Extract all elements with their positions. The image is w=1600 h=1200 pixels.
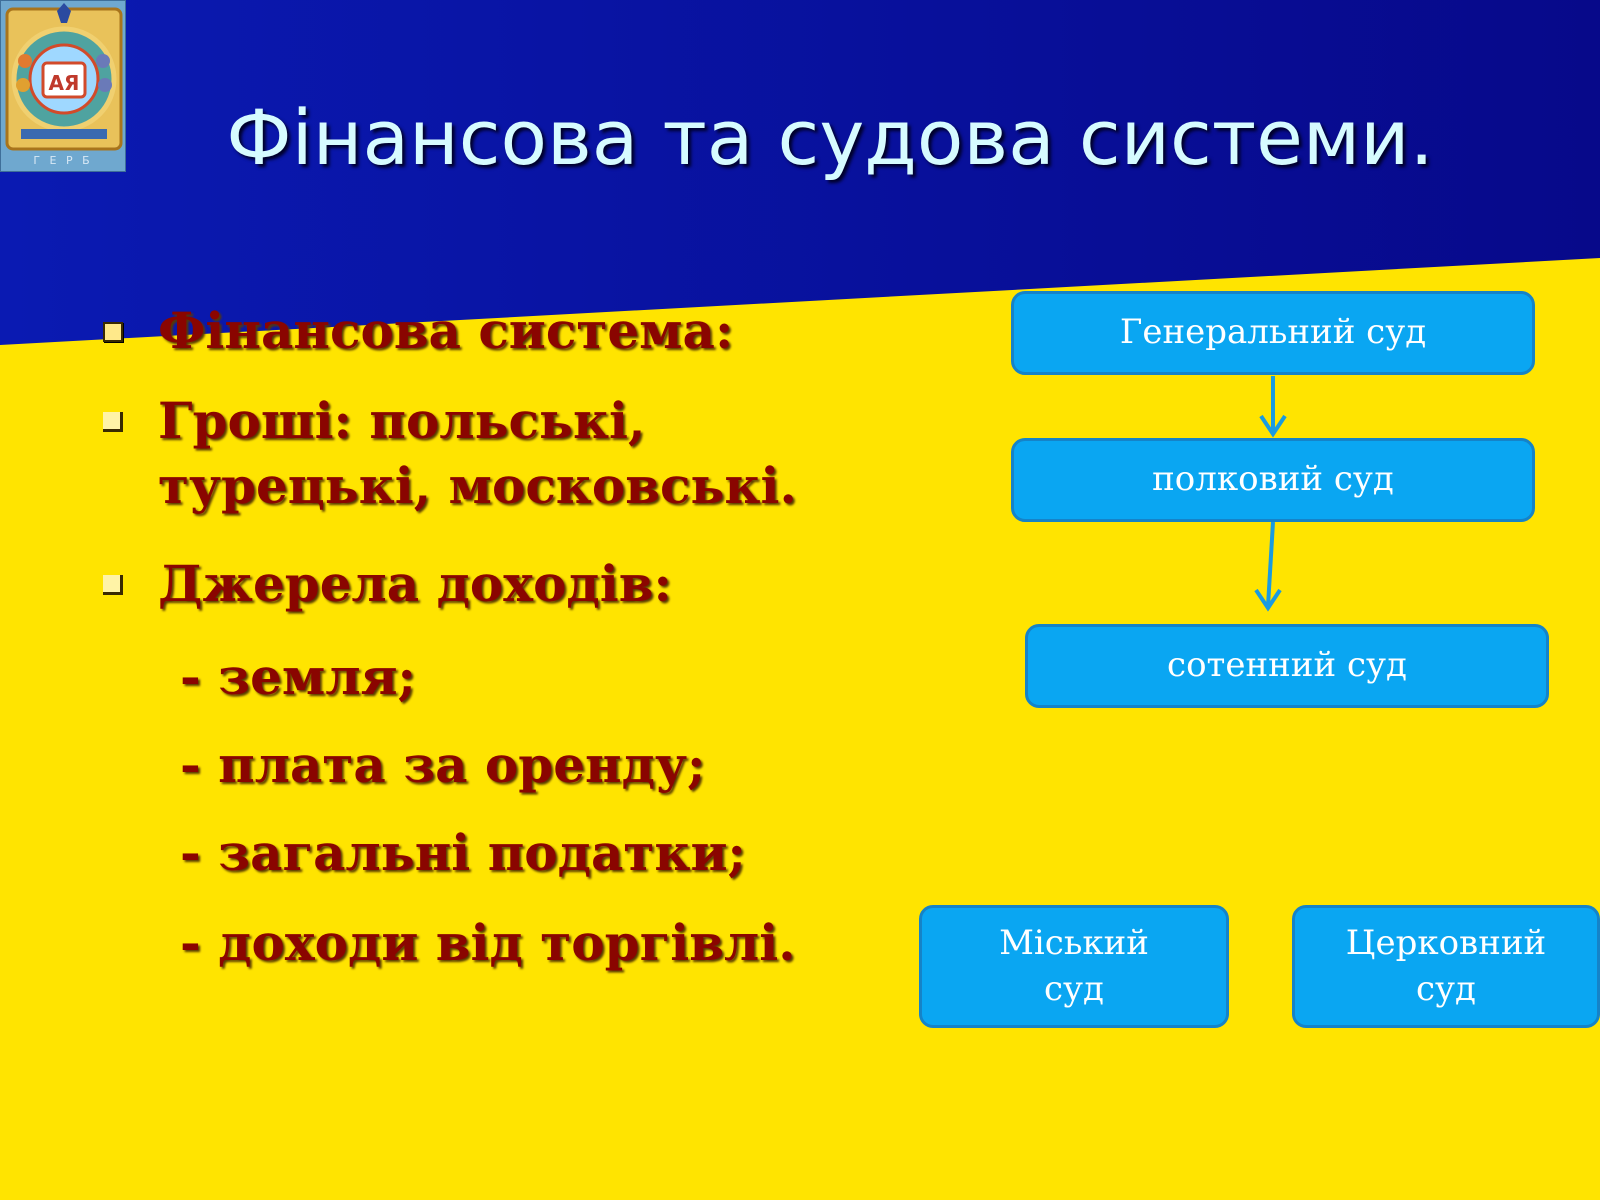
court-box-hundred: сотенний суд [1025,624,1549,708]
svg-text:АЯ: АЯ [48,71,80,95]
court-box-general: Генеральний суд [1011,291,1535,375]
page-title: Фінансова та судова системи. [226,93,1434,182]
finance-heading: Фінансова система: [158,301,734,360]
income-item: - загальні податки; [180,823,746,882]
money-line-1: Гроші: польські, [158,391,646,450]
income-item: - плата за оренду; [180,735,706,794]
income-heading: Джерела доходів: [158,554,672,613]
income-item: - земля; [180,647,416,706]
court-box-city: Міський суд [919,905,1229,1028]
court-box-regimental: полковий суд [1011,438,1535,522]
logo-label: Г Е Р Б [33,154,93,167]
income-item: - доходи від торгівлі. [180,913,796,972]
coat-of-arms-logo [0,0,126,172]
bullet-marker-filled [103,322,123,342]
emblem-icon [1,1,127,173]
bullet-marker-hollow [103,412,123,432]
money-line-2: турецькі, московські. [158,456,797,515]
bullet-marker-hollow [103,575,123,595]
court-box-church: Церковний суд [1292,905,1600,1028]
